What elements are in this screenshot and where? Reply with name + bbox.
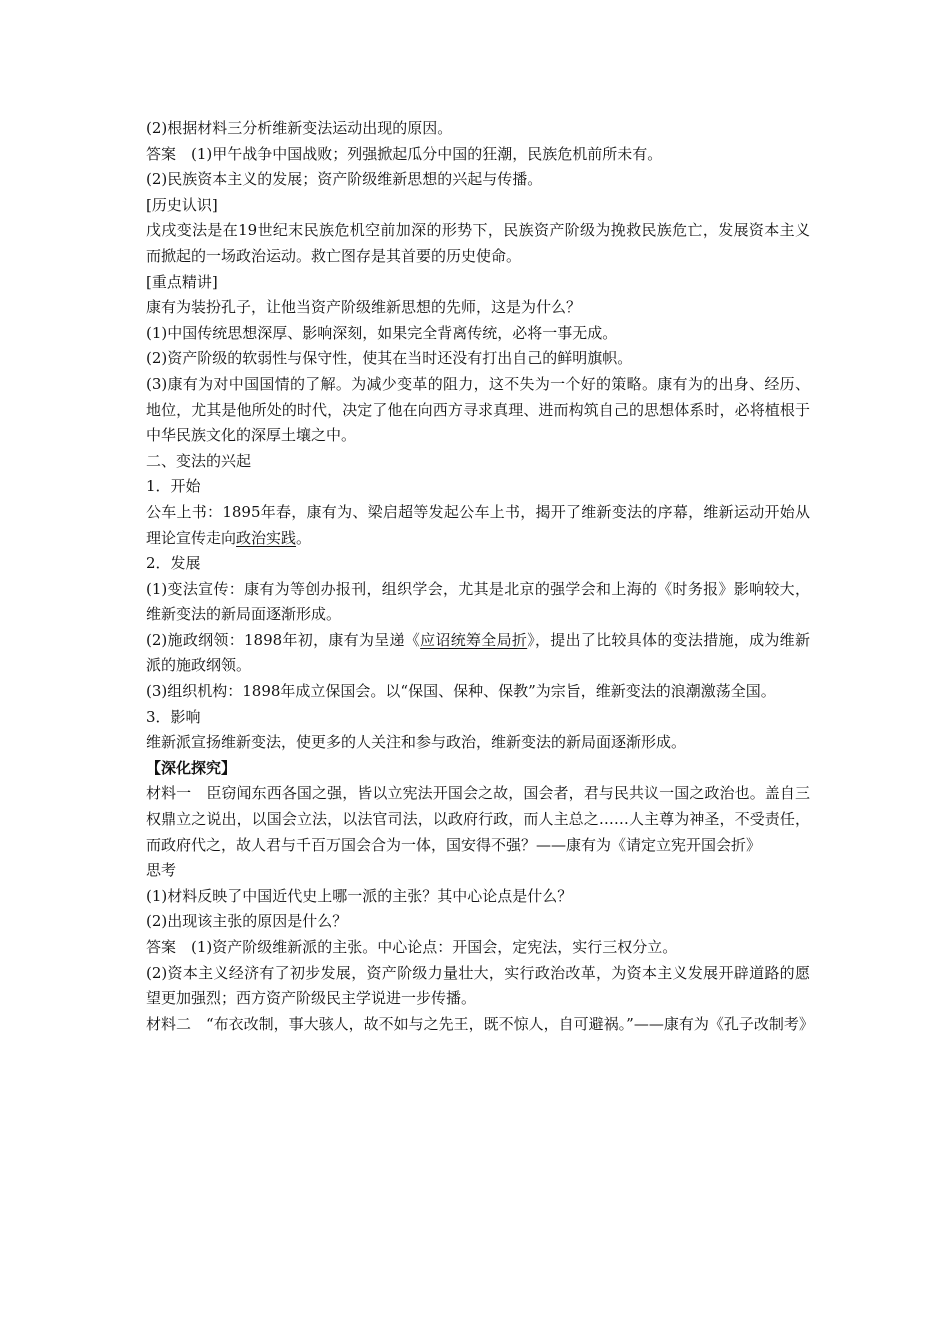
key-point-1: (1)中国传统思想深厚、影响深刻，如果完全背离传统，必将一事无成。	[146, 323, 618, 342]
key-points-question: 康有为装扮孔子，让他当资产阶级维新思想的先师，这是为什么？	[146, 298, 582, 317]
document-page	[146, 116, 814, 1037]
start-text	[146, 500, 810, 551]
development-2	[146, 628, 810, 679]
section-2-heading: 二、变法的兴起	[146, 451, 252, 470]
think-heading: 思考	[146, 861, 177, 880]
deep-inquiry-heading: 【深化探究】	[146, 758, 237, 777]
history-understanding-heading: [历史认识]	[146, 195, 218, 214]
think-question-1: (1)材料反映了中国近代史上哪一派的主张？其中心论点是什么？	[146, 886, 573, 905]
key-point-2: (2)资产阶级的软弱性与保守性，使其在当时还没有打出自己的鲜明旗帜。	[146, 349, 633, 368]
development-2-post: 》，提出了比较具体的变法措施，成为维新派的施政纲领。	[146, 630, 810, 675]
development-2-underlined: 应诏统筹全局折	[420, 630, 528, 649]
start-text-pre: 公车上书：1895年春，康有为、梁启超等发起公车上书，揭开了维新变法的序幕，维新运动开始从理论宣传走向	[146, 502, 810, 547]
development-2-pre: (2)施政纲领：1898年初，康有为呈递《	[146, 630, 421, 649]
start-text-underlined: 政治实践	[236, 528, 297, 547]
question-2: (2)根据材料三分析维新变法运动出现的原因。	[146, 119, 453, 137]
start-heading: 1．开始	[146, 477, 201, 496]
think-answer-1: 答案 (1)资产阶级维新派的主张。中心论点：开国会，定宪法，实行三权分立。	[146, 938, 678, 956]
answer-part-2: (2)民族资本主义的发展；资产阶级维新思想的兴起与传播。	[146, 170, 543, 189]
development-1: (1)变法宣传：康有为等创办报刊，组织学会，尤其是北京的强学会和上海的《时务报》影响较大，维新变法的新局面逐渐形成。	[146, 579, 810, 624]
material-1: 材料一 臣窃闻东西各国之强，皆以立宪法开国会之故，国会者，君与民共议一国之政治也。盖自三权鼎立之说出，以国会立法，以法官司法，以政府行政，而人主总之……人主尊为神圣，不受责任，而政府代之，故人君与千百万国会合为一体，国安得不强？——康有为《请定立宪开国会折》	[146, 784, 810, 854]
think-answer-2: (2)资本主义经济有了初步发展，资产阶级力量壮大，实行政治改革，为资本主义发展开辟道路的愿望更加强烈；西方资产阶级民主学说进一步传播。	[146, 963, 810, 1008]
history-understanding-text: 戊戌变法是在19世纪末民族危机空前加深的形势下，民族资产阶级为挽救民族危亡，发展资本主义而掀起的一场政治运动。救亡图存是其首要的历史使命。	[146, 221, 810, 265]
material-2: 材料二 “布衣改制，事大骇人，故不如与之先王，既不惊人，自可避祸。”——康有为《孔子改制考》	[146, 1014, 814, 1033]
answer-part-1: 答案 (1)甲午战争中国战败；列强掀起瓜分中国的狂潮，民族危机前所未有。	[146, 144, 663, 163]
development-3: (3)组织机构：1898年成立保国会。以“保国、保种、保教”为宗旨，维新变法的浪潮激荡全国。	[146, 682, 776, 701]
key-point-3: (3)康有为对中国国情的了解。为减少变革的阻力，这不失为一个好的策略。康有为的出身、经历、地位，尤其是他所处的时代，决定了他在向西方寻求真理、进而构筑自己的思想体系时，必将植根于中华民族文化的深厚土壤之中。	[146, 374, 810, 445]
key-points-heading: [重点精讲]	[146, 272, 218, 291]
influence-heading: 3．影响	[146, 707, 201, 726]
development-heading: 2．发展	[146, 554, 201, 573]
start-text-post: 。	[296, 528, 312, 547]
influence-text: 维新派宣扬维新变法，使更多的人关注和参与政治，维新变法的新局面逐渐形成。	[146, 733, 687, 752]
think-question-2: (2)出现该主张的原因是什么？	[146, 912, 348, 931]
